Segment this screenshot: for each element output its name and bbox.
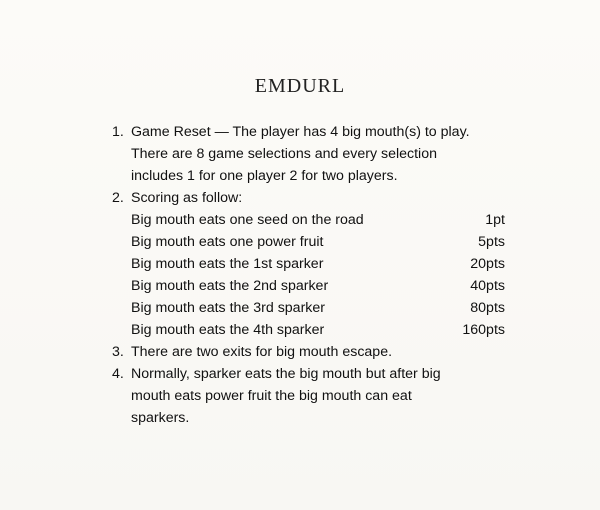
score-points: 5pts [478, 234, 505, 250]
score-label: Big mouth eats the 4th sparker [131, 322, 325, 338]
table-row [131, 275, 505, 297]
sparker-rule-text [131, 363, 504, 429]
list-number: 2. [112, 190, 124, 206]
list-item-exits [112, 341, 507, 363]
scoring-heading: Scoring as follow: [131, 190, 243, 206]
list-text-line: includes 1 for one player 2 for two players. [131, 168, 398, 184]
score-label: Big mouth eats the 2nd sparker [131, 278, 329, 294]
list-number: 1. [112, 124, 124, 140]
list-item-game-reset [112, 121, 507, 187]
score-label: Big mouth eats the 3rd sparker [131, 300, 325, 316]
score-points: 20pts [470, 256, 505, 272]
list-text-line: Game Reset — The player has 4 big mouth(s) to play. [131, 124, 470, 140]
score-label: Big mouth eats one power fruit [131, 234, 324, 250]
list-text-line: There are two exits for big mouth escape. [131, 344, 393, 360]
list-item-scoring [112, 187, 507, 341]
list-text-line: Normally, sparker eats the big mouth but after big [131, 366, 441, 382]
table-row [131, 297, 505, 319]
table-row [131, 319, 505, 341]
score-points: 40pts [470, 278, 505, 294]
score-label: Big mouth eats one seed on the road [131, 212, 364, 228]
score-table [131, 209, 505, 341]
score-points: 80pts [470, 300, 505, 316]
list-text-line: mouth eats power fruit the big mouth can eat [131, 388, 412, 404]
table-row [131, 253, 505, 275]
instruction-list [112, 121, 507, 429]
table-row [131, 209, 505, 231]
list-item-sparker-rule [112, 363, 507, 429]
list-number: 3. [112, 344, 124, 360]
table-row [131, 231, 505, 253]
score-points: 1pt [485, 212, 505, 228]
list-text-line: sparkers. [131, 410, 190, 426]
score-label: Big mouth eats the 1st sparker [131, 256, 324, 272]
list-text-line: There are 8 game selections and every selection [131, 146, 437, 162]
page-title: EMDURL [254, 75, 346, 97]
list-number: 4. [112, 366, 124, 382]
score-points: 160pts [462, 322, 505, 338]
